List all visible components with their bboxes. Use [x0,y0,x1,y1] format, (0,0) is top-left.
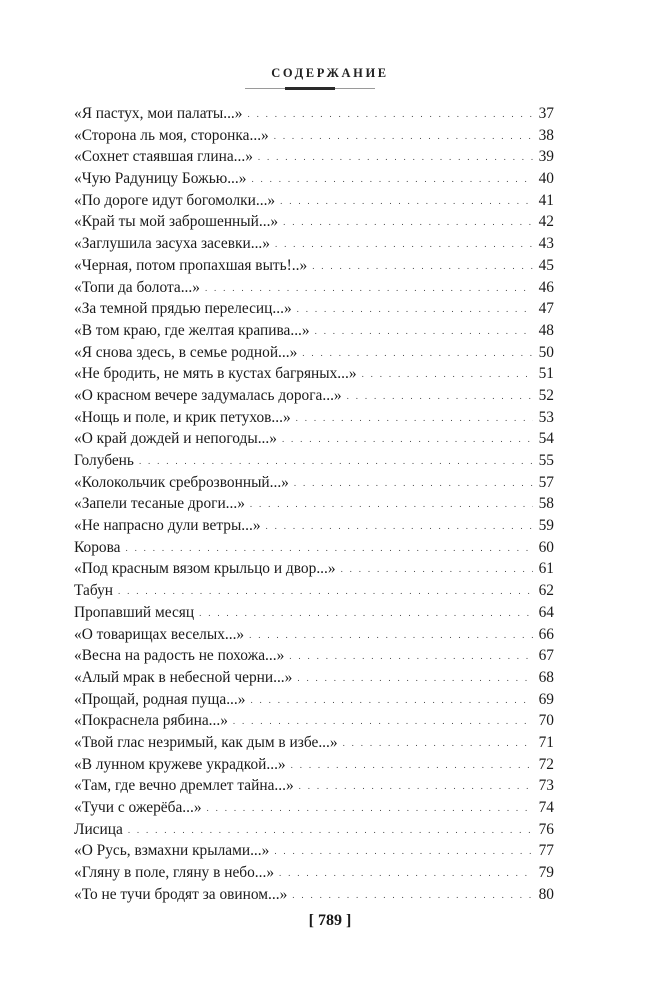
toc-entry-page: 79 [538,864,554,882]
toc-entry-page: 57 [538,473,554,491]
toc-entry-page: 41 [538,191,554,209]
toc-entry-title: «О товарищах веселых...» [74,625,245,643]
toc-entry-page: 66 [538,625,554,643]
toc-entry [74,472,554,494]
toc-entry [74,233,554,255]
toc-entry [74,298,554,320]
toc-entry [74,363,554,385]
toc-dot-leader [294,473,533,495]
toc-entry [74,125,554,147]
toc-entry-page: 80 [538,885,554,903]
toc-dot-leader [205,278,533,300]
toc-entry [74,667,554,689]
toc-dot-leader [362,364,533,386]
toc-dot-leader [250,690,533,712]
toc-entry-page: 45 [538,256,554,274]
table-of-contents [74,103,554,905]
toc-entry-page: 38 [538,126,554,144]
page-number: [ 789 ] [308,912,352,929]
toc-dot-leader [283,212,533,234]
toc-entry [74,450,554,472]
toc-entry [74,385,554,407]
toc-entry-title: «Я пастух, мои палаты...» [74,105,243,122]
toc-entry-page: 62 [538,582,554,600]
toc-entry [74,515,554,537]
toc-dot-leader [125,538,533,560]
toc-entry-title: Корова [74,538,121,556]
toc-entry-page: 68 [538,668,554,686]
toc-entry-title: «Нощь и поле, и крик петухов...» [74,408,291,426]
toc-entry [74,710,554,732]
toc-entry-title: «Колокольчик среброзвонный...» [74,473,289,491]
toc-entry-page: 50 [538,343,554,361]
toc-entry-title: «По дороге идут богомолки...» [74,191,276,209]
toc-dot-leader [118,581,533,603]
toc-entry-page: 77 [538,842,554,860]
toc-entry-page: 55 [538,452,554,469]
toc-entry [74,190,554,212]
toc-dot-leader [297,299,533,321]
toc-dot-leader [291,755,533,777]
toc-entry-page: 47 [538,300,554,318]
toc-dot-leader [279,863,533,885]
header-divider-accent [285,87,335,90]
toc-entry-title: «Не напрасно дули ветры...» [74,517,261,535]
toc-entry-page: 60 [538,538,554,556]
toc-entry [74,493,554,515]
toc-dot-leader [347,386,533,408]
toc-entry [74,689,554,711]
toc-dot-leader [275,234,533,256]
toc-dot-leader [266,516,533,538]
toc-dot-leader [250,494,533,516]
toc-entry [74,819,554,841]
toc-entry-page: 43 [538,235,554,253]
toc-entry-page: 37 [538,105,554,122]
toc-entry-page: 71 [538,733,554,751]
toc-entry-title: «Чую Радуницу Божью...» [74,170,247,188]
toc-entry-title: «Край ты мой заброшенный...» [74,213,279,231]
page-header [0,66,660,81]
toc-dot-leader [280,191,533,213]
toc-dot-leader [289,646,533,668]
toc-entry [74,580,554,602]
toc-entry [74,862,554,884]
toc-entry [74,754,554,776]
toc-entry-title: «Гляну в поле, гляну в небо...» [74,864,275,882]
toc-dot-leader [302,343,533,365]
toc-dot-leader [199,603,533,625]
toc-entry-page: 73 [538,777,554,795]
toc-entry-page: 58 [538,495,554,513]
toc-entry-title: «О край дождей и непогоды...» [74,430,277,448]
toc-entry [74,732,554,754]
toc-entry [74,103,554,125]
toc-entry-page: 74 [538,799,554,816]
toc-entry [74,168,554,190]
toc-entry-title: «Там, где вечно дремлет тайна...» [74,777,294,795]
toc-entry-page: 54 [538,430,554,448]
toc-entry-page: 40 [538,170,554,188]
toc-entry [74,797,554,819]
toc-entry [74,407,554,429]
toc-entry [74,624,554,646]
toc-entry-title: «Прощай, родная пуща...» [74,690,246,708]
toc-dot-leader [299,776,533,798]
toc-entry-page: 42 [538,213,554,231]
toc-entry-page: 48 [538,321,554,339]
toc-dot-leader [341,559,533,581]
toc-entry [74,428,554,450]
toc-entry [74,320,554,342]
toc-entry [74,840,554,862]
toc-entry-title: «Черная, потом пропахшая выть!..» [74,256,308,274]
toc-entry-title: «В лунном кружеве украдкой...» [74,755,286,773]
toc-entry [74,645,554,667]
toc-entry [74,775,554,797]
toc-entry-title: «Весна на радость не похожа...» [74,647,285,665]
toc-entry-title: «Под красным вязом крыльцо и двор...» [74,560,336,578]
toc-entry [74,558,554,580]
toc-entry [74,146,554,168]
toc-entry [74,342,554,364]
toc-dot-leader [251,169,533,191]
toc-entry-title: «Я снова здесь, в семье родной...» [74,343,298,361]
toc-entry-page: 53 [538,408,554,426]
page-title: СОДЕРЖАНИЕ [271,66,389,80]
toc-dot-leader [139,451,533,473]
toc-entry-title: «Не бродить, не мять в кустах багряных...» [74,365,357,383]
toc-entry-title: Голубень [74,452,134,469]
toc-dot-leader [274,126,533,148]
toc-entry-page: 70 [538,712,554,730]
toc-entry-title: «Сторона ль моя, сторонка...» [74,126,269,144]
toc-entry-title: Табун [74,582,114,600]
toc-entry-title: Лисица [74,820,123,838]
toc-dot-leader [128,820,533,842]
toc-dot-leader [249,625,533,647]
toc-entry-page: 67 [538,647,554,665]
toc-entry-title: «Топи да болота...» [74,278,200,296]
toc-entry-page: 46 [538,278,554,296]
toc-entry-page: 64 [538,603,554,621]
toc-entry-page: 59 [538,517,554,535]
toc-entry-page: 52 [538,386,554,404]
toc-entry-title: «За темной прядью перелесиц...» [74,300,292,318]
toc-entry [74,884,554,906]
toc-dot-leader [343,733,533,755]
toc-entry-page: 61 [538,560,554,578]
toc-entry-title: «О Русь, взмахни крылами...» [74,842,270,860]
toc-entry-title: «Алый мрак в небесной черни...» [74,668,293,686]
toc-entry-page: 69 [538,690,554,708]
toc-dot-leader [274,841,533,863]
toc-entry-title: «Запели тесаные дроги...» [74,495,245,513]
toc-dot-leader [258,147,533,169]
toc-entry-title: «Заглушила засуха засевки...» [74,235,270,253]
toc-entry-title: «То не тучи бродят за овином...» [74,885,288,903]
toc-entry [74,211,554,233]
toc-entry-page: 39 [538,148,554,166]
toc-dot-leader [233,711,533,733]
toc-entry-page: 51 [538,365,554,383]
toc-entry-page: 72 [538,755,554,773]
toc-dot-leader [292,885,533,907]
toc-entry-title: «О красном вечере задумалась дорога...» [74,386,342,404]
toc-entry [74,537,554,559]
toc-dot-leader [296,408,533,430]
toc-entry-page: 76 [538,820,554,838]
toc-entry-title: «Твой глас незримый, как дым в избе...» [74,733,338,751]
toc-entry-title: «Тучи с ожерёба...» [74,799,202,816]
toc-entry [74,277,554,299]
toc-entry [74,255,554,277]
toc-dot-leader [312,256,533,278]
toc-entry-title: «Сохнет стаявшая глина...» [74,148,253,166]
toc-dot-leader [282,429,533,451]
toc-dot-leader [207,798,533,820]
toc-entry [74,602,554,624]
toc-entry-title: «В том краю, где желтая крапива...» [74,321,310,339]
toc-entry-title: Пропавший месяц [74,603,195,621]
toc-entry-title: «Покраснела рябина...» [74,712,228,730]
toc-dot-leader [315,321,533,343]
toc-dot-leader [297,668,533,690]
toc-dot-leader [247,104,533,126]
